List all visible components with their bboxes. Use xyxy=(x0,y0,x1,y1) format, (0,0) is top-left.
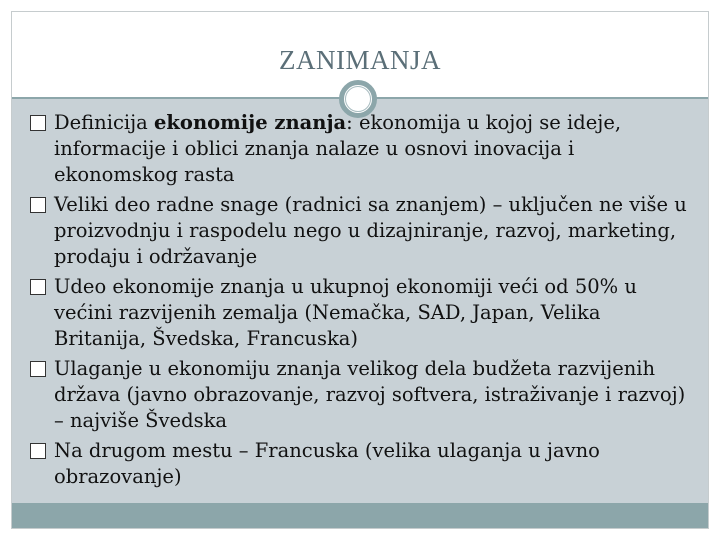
square-bullet-icon xyxy=(30,115,46,131)
footer-band xyxy=(12,503,708,528)
square-bullet-icon xyxy=(30,361,46,377)
bullet-bold-term: ekonomije znanja xyxy=(154,111,347,134)
bullet-item-investment xyxy=(30,356,698,434)
bullet-list xyxy=(30,110,698,494)
bullet-text xyxy=(54,111,621,186)
slide-title: ZANIMANJA xyxy=(279,45,441,75)
square-bullet-icon xyxy=(30,443,46,459)
bullet-text-start: Definicija xyxy=(54,111,155,134)
ring-inner-icon xyxy=(345,86,371,112)
bullet-text: Veliki deo radne snage (radnici sa znanjem) – uključen ne više u proizvodnju i raspodelu nego u dizajniranje, razvoj, marketing, prodaju i održavanje xyxy=(54,193,687,268)
bullet-text: Udeo ekonomije znanja u ukupnoj ekonomiji veći od 50% u većini razvijenih zemalja (Nemačka, SAD, Japan, Velika Britanija, Švedska, Francuska) xyxy=(54,275,637,350)
square-bullet-icon xyxy=(30,197,46,213)
bullet-item-france xyxy=(30,438,698,490)
bullet-text-end: : ekonomija u kojoj se ideje, informacije i oblici znanja nalaze u osnovi inovacija i ekonomskog rasta xyxy=(54,111,622,186)
bullet-text: Ulaganje u ekonomiju znanja velikog dela budžeta razvijenih država (javno obrazovanje, razvoj softvera, istraživanje i razvoj) – najviše Švedska xyxy=(54,357,686,432)
bullet-item-share xyxy=(30,274,698,352)
square-bullet-icon xyxy=(30,279,46,295)
bullet-item-definition xyxy=(30,110,698,188)
bullet-text: Na drugom mestu – Francuska (velika ulaganja u javno obrazovanje) xyxy=(54,439,600,488)
bullet-item-workforce xyxy=(30,192,698,270)
